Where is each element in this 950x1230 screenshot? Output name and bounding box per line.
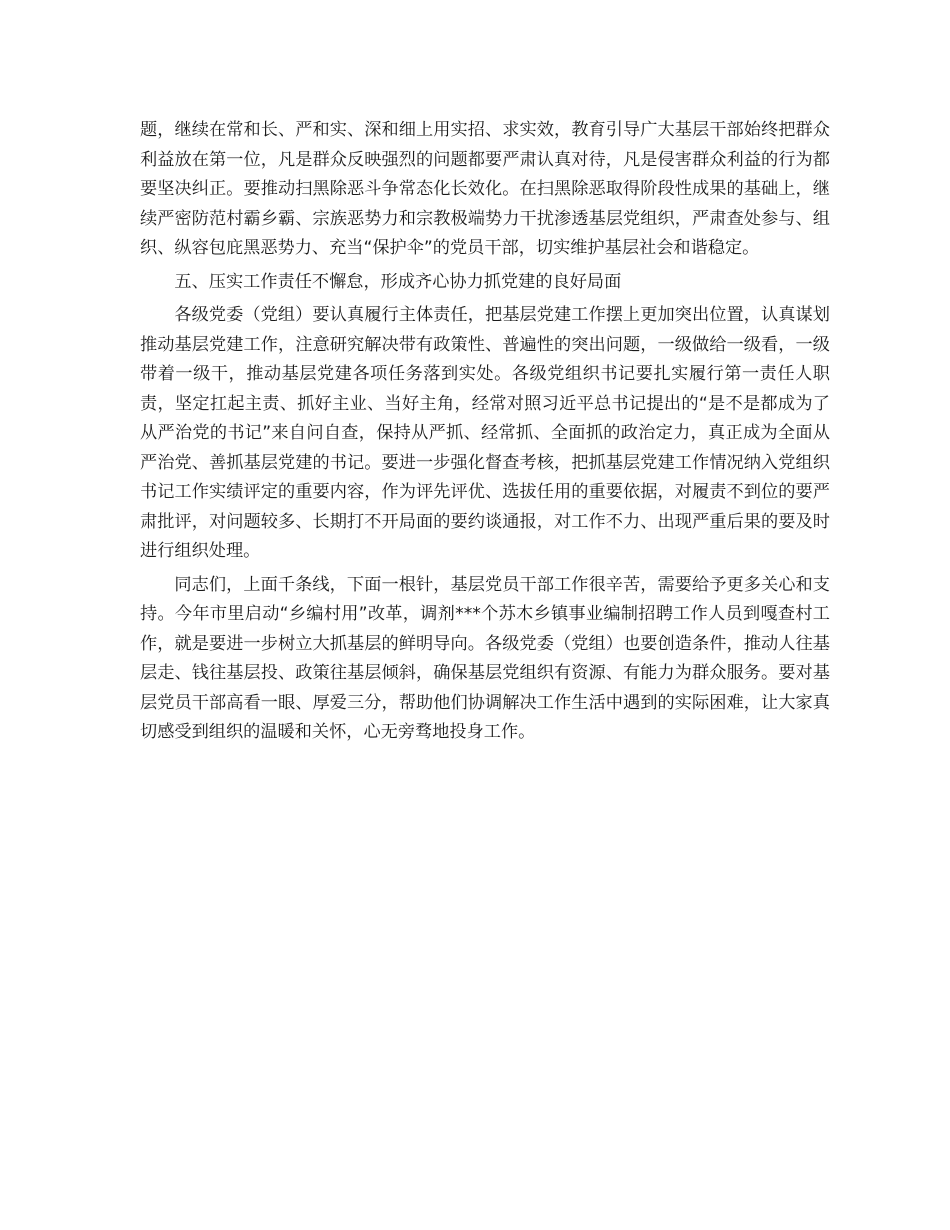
body-paragraph-responsibility: 各级党委（党组）要认真履行主体责任，把基层党建工作摆上更加突出位置，认真谋划推动基层党建工作，注意研究解决带有政策性、普遍性的突出问题，一级做给一级看，一级带着一级干，推动基层党建各项任务落到实处。各级党组织书记要扎实履行第一责任人职责，坚定扛起主责、抓好主业、当好主角，经常对照习近平总书记提出的“是不是都成为了从严治党的书记”来自问自查，保持从严抓、经常抓、全面抓的政治定力，真正成为全面从严治党、善抓基层党建的书记。要进一步强化督查考核，把抓基层党建工作情况纳入党组织书记工作实绩评定的重要内容，作为评先评优、选拔任用的重要依据，对履责不到位的要严肃批评，对问题较多、长期打不开局面的要约谈通报，对工作不力、出现严重后果的要及时进行组织处理。: [140, 305, 830, 561]
body-paragraph-continued: 题，继续在常和长、严和实、深和细上用实招、求实效，教育引导广大基层干部始终把群众利益放在第一位，凡是群众反映强烈的问题都要严肃认真对待，凡是侵害群众利益的行为都要坚决纠正。要推动扫黑除恶斗争常态化长效化。在扫黑除恶取得阶段性成果的基础上，继续严密防范村霸乡霸、宗族恶势力和宗教极端势力干扰渗透基层党组织，严肃查处参与、组织、纵容包庇黑恶势力、充当“保护伞”的党员干部，切实维护基层社会和谐稳定。: [140, 120, 830, 258]
body-paragraph-closing: 同志们，上面千条线，下面一根针，基层党员干部工作很辛苦，需要给予更多关心和支持。今年市里启动“乡编村用”改革，调剂***个苏木乡镇事业编制招聘工作人员到嘎查村工作，就是要进一步树立大抓基层的鲜明导向。各级党委（党组）也要创造条件，推动人往基层走、钱往基层投、政策往基层倾斜，确保基层党组织有资源、有能力为群众服务。要对基层党员干部高看一眼、厚爱三分，帮助他们协调解决工作生活中遇到的实际困难，让大家真切感受到组织的温暖和关怀，心无旁骛地投身工作。: [140, 574, 830, 742]
document-body: [140, 116, 830, 752]
section-heading-five: 五、压实工作责任不懈怠，形成齐心协力抓党建的良好局面: [174, 271, 622, 292]
